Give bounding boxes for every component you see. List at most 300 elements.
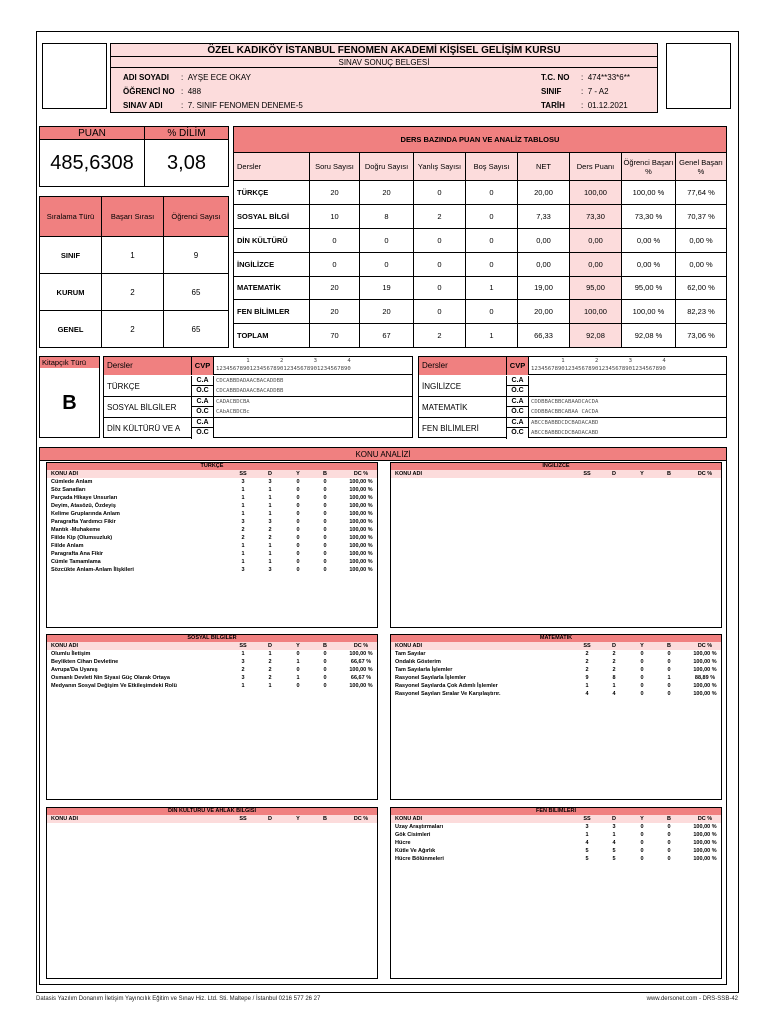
correct-answer-label: C.A (192, 376, 214, 386)
topic-name: Osmanlı Devleti Nin Siyasi Güç Olarak Ortaya (51, 675, 170, 681)
list-item (391, 674, 721, 682)
topic-value: 0 (640, 651, 644, 657)
topic-value: 0 (667, 832, 671, 838)
answer-row (104, 397, 412, 418)
topic-value: 1 (667, 675, 671, 681)
correct-answer-label: C.A (507, 397, 529, 407)
col-header: B (323, 643, 327, 649)
topic-name: Paragrafta Yardımcı Fikir (51, 519, 116, 525)
table-cell: 0 (466, 300, 518, 324)
topic-name: Fiilde Kip (Olumsuzluk) (51, 535, 113, 541)
topic-value: 0 (667, 840, 671, 846)
exam-name: 7. SINIF FENOMEN DENEME-5 (187, 101, 303, 110)
table-cell: 77,64 % (676, 181, 727, 205)
topic-name: Kütle Ve Ağırlık (395, 848, 436, 854)
topic-value: 2 (612, 667, 616, 673)
topic-value: 0 (296, 487, 300, 493)
topic-value: 1 (296, 659, 300, 665)
topic-value: 0 (667, 659, 671, 665)
topic-col-headers (47, 815, 377, 823)
answer-row (419, 397, 726, 418)
topic-name: Rasyonel Sayılarla İşlemler (395, 675, 466, 681)
topic-value: 0 (640, 848, 644, 854)
student-answers: CDCABBDADAACBACADDBB (216, 388, 284, 394)
topic-value: 100,00 % (693, 856, 717, 862)
ranking-table (39, 196, 229, 348)
topic-value: 0 (640, 667, 644, 673)
topic-value: 1 (268, 559, 272, 565)
topic-name: Medyanın Sosyal Değişim Ve Etkileşimdeki Rolü (51, 683, 177, 689)
col-header: Y (296, 643, 300, 649)
subject-name: TOPLAM (234, 324, 310, 348)
topic-value: 0 (323, 683, 327, 689)
list-item (47, 518, 377, 526)
student-answers: CDDBBACBBCABAA CACDA (531, 409, 599, 415)
topic-value: 100,00 % (693, 832, 717, 838)
cvp-label: CVP (192, 357, 214, 375)
table-cell: 2 (414, 324, 466, 348)
subject-name: TÜRKÇE (234, 181, 310, 205)
rank-count: 65 (164, 311, 229, 348)
table-row (234, 228, 727, 252)
col-header: NET (518, 152, 570, 181)
topic-value: 3 (241, 567, 245, 573)
table-cell: 67 (360, 324, 414, 348)
col-header: Y (640, 643, 644, 649)
topic-name: Rasyonel Sayılarda Çok Adımlı İşlemler (395, 683, 498, 689)
correct-answer-label: C.A (192, 397, 214, 407)
table-cell: 0 (414, 300, 466, 324)
topic-value: 0 (323, 535, 327, 541)
col-header: KONU ADI (51, 643, 78, 649)
list-item (391, 690, 721, 698)
topic-value: 2 (241, 667, 245, 673)
table-cell: 20 (360, 181, 414, 205)
rank-value: 1 (102, 237, 164, 274)
table-cell: 100,00 (570, 300, 622, 324)
table-row (40, 237, 229, 274)
table-cell: 0 (466, 181, 518, 205)
answer-row (104, 418, 412, 439)
table-cell: 0 (310, 228, 360, 252)
topic-value: 0 (296, 511, 300, 517)
topic-value: 1 (268, 683, 272, 689)
table-cell: 2 (414, 205, 466, 229)
exam-label: SINAV ADI (123, 101, 163, 110)
table-cell: 100,00 (570, 181, 622, 205)
topic-value: 0 (296, 527, 300, 533)
topic-value: 2 (268, 667, 272, 673)
topic-value: 4 (585, 691, 589, 697)
table-cell: 95,00 (570, 276, 622, 300)
topic-value: 100,00 % (349, 495, 373, 501)
topic-name: Sözcükte Anlam-Anlam İlişkileri (51, 567, 134, 573)
subject-analysis-table (233, 126, 727, 348)
topic-name: Uzay Araştırmaları (395, 824, 444, 830)
topic-col-headers (391, 642, 721, 650)
table-cell: 20 (310, 276, 360, 300)
topic-name: Paragrafta Ana Fikir (51, 551, 104, 557)
col-header: KONU ADI (395, 643, 422, 649)
subject-name: SOSYAL BİLGİLER (104, 397, 192, 418)
answer-key-left (103, 356, 413, 438)
list-item (47, 566, 377, 574)
subject-name: FEN BİLİMLERİ (419, 418, 507, 439)
exam-date: 01.12.2021 (587, 101, 628, 110)
topic-value: 2 (585, 659, 589, 665)
table-cell: 0 (466, 228, 518, 252)
topic-box-title: DİN KÜLTÜRÜ VE AHLAK BİLGİSİ (47, 808, 377, 815)
list-item (391, 823, 721, 831)
topic-value: 0 (296, 651, 300, 657)
topic-value: 1 (296, 675, 300, 681)
topic-value: 66,67 % (350, 675, 372, 681)
rank-count: 65 (164, 274, 229, 311)
topic-value: 100,00 % (693, 659, 717, 665)
col-header: B (667, 816, 671, 822)
topic-name: Deyim, Atasözü, Özdeyiş (51, 503, 116, 509)
topic-value: 100,00 % (349, 511, 373, 517)
topic-value: 100,00 % (349, 651, 373, 657)
correct-answer-label: C.A (507, 376, 529, 386)
topic-value: 100,00 % (349, 503, 373, 509)
table-cell: 0 (360, 228, 414, 252)
topic-value: 2 (241, 535, 245, 541)
topic-value: 0 (296, 567, 300, 573)
list-item (47, 542, 377, 550)
table-cell: 19,00 (518, 276, 570, 300)
topic-value: 5 (585, 856, 589, 862)
student-answer-label: Ö.C (192, 407, 214, 417)
table-cell: 62,00 % (676, 276, 727, 300)
topic-box-din (46, 807, 378, 979)
list-item (47, 534, 377, 542)
table-cell: 73,30 (570, 205, 622, 229)
col-header: D (612, 816, 616, 822)
topic-value: 1 (585, 683, 589, 689)
student-answer-label: Ö.C (507, 428, 529, 438)
topic-value: 5 (612, 848, 616, 854)
subject-name: MATEMATİK (234, 276, 310, 300)
topic-value: 100,00 % (349, 479, 373, 485)
column-tens: 1 2 3 4 (216, 358, 351, 364)
table-cell: 0,00 (518, 252, 570, 276)
table-cell: 0,00 (570, 228, 622, 252)
table-row (234, 181, 727, 205)
topic-name: Rasyonel Sayıları Sıralar Ve Karşılaştırır. (395, 691, 501, 697)
topic-value: 1 (241, 551, 245, 557)
topic-value: 0 (296, 551, 300, 557)
col-header: DC % (353, 643, 369, 649)
topic-value: 3 (241, 675, 245, 681)
table-cell: 0 (360, 252, 414, 276)
col-header: B (323, 471, 327, 477)
table-row (234, 205, 727, 229)
rank-type: GENEL (40, 311, 102, 348)
rank-value: 2 (102, 311, 164, 348)
analysis-title: DERS BAZINDA PUAN VE ANALİZ TABLOSU (234, 127, 727, 153)
topic-value: 5 (585, 848, 589, 854)
name-label: ADI SOYADI (123, 73, 169, 82)
score-table (39, 126, 229, 187)
colon: : (581, 87, 584, 96)
student-answers: ABCCBABBDCDCBADACABD (531, 430, 599, 436)
topic-value: 0 (323, 519, 327, 525)
table-cell: 0 (466, 252, 518, 276)
list-item (47, 526, 377, 534)
topic-value: 1 (241, 495, 245, 501)
topic-col-headers (47, 470, 377, 478)
topic-value: 1 (268, 487, 272, 493)
topic-value: 0 (296, 667, 300, 673)
topic-value: 0 (667, 691, 671, 697)
col-header: D (612, 471, 616, 477)
document-title: SINAV SONUÇ BELGESİ (111, 57, 657, 68)
table-cell: 19 (360, 276, 414, 300)
topic-name: Kelime Gruplarında Anlam (51, 511, 120, 517)
topic-value: 0 (296, 683, 300, 689)
topic-value: 0 (323, 487, 327, 493)
topic-value: 1 (268, 543, 272, 549)
col-header: SS (239, 643, 247, 649)
col-header: B (667, 471, 671, 477)
topic-value: 2 (585, 667, 589, 673)
list-item (47, 666, 377, 674)
class-label: SINIF (541, 87, 562, 96)
col-header: Y (296, 471, 300, 477)
col-header: DC % (697, 471, 713, 477)
col-header: DC % (697, 643, 713, 649)
topic-value: 0 (296, 495, 300, 501)
table-cell: 73,06 % (676, 324, 727, 348)
topic-value: 2 (241, 527, 245, 533)
topic-value: 1 (241, 503, 245, 509)
topic-box-title: FEN BİLİMLERİ (391, 808, 721, 815)
topic-value: 100,00 % (693, 683, 717, 689)
col-header: KONU ADI (51, 471, 78, 477)
topic-value: 0 (667, 856, 671, 862)
col-header: Y (640, 471, 644, 477)
topic-name: Avrupa'Da Uyanış (51, 667, 98, 673)
subject-name: SOSYAL BİLGİ (234, 205, 310, 229)
topic-value: 4 (612, 840, 616, 846)
table-cell: 0,00 % (676, 252, 727, 276)
list-item (47, 650, 377, 658)
topic-name: Cümlede Anlam (51, 479, 93, 485)
col-header: KONU ADI (395, 816, 422, 822)
topic-value: 4 (585, 840, 589, 846)
list-item (391, 682, 721, 690)
col-header: KONU ADI (395, 471, 422, 477)
answer-key-header (104, 357, 412, 375)
topic-value: 0 (640, 691, 644, 697)
list-item (47, 550, 377, 558)
topic-value: 0 (296, 535, 300, 541)
rank-value: 2 (102, 274, 164, 311)
list-item (391, 666, 721, 674)
topic-value: 2 (268, 659, 272, 665)
topic-value: 3 (268, 519, 272, 525)
list-item (391, 658, 721, 666)
topic-box-title: MATEMATİK (391, 635, 721, 642)
topic-value: 3 (585, 824, 589, 830)
table-cell: 0 (466, 205, 518, 229)
col-header: Yanlış Sayısı (414, 152, 466, 181)
list-item (391, 650, 721, 658)
date-label: TARİH (541, 101, 565, 110)
list-item (391, 847, 721, 855)
list-item (47, 494, 377, 502)
topic-value: 100,00 % (693, 840, 717, 846)
table-cell: 20 (310, 300, 360, 324)
col-header: DC % (353, 816, 369, 822)
topic-value: 3 (241, 479, 245, 485)
topic-value: 4 (612, 691, 616, 697)
list-item (47, 478, 377, 486)
col-header: Genel Başarı % (676, 152, 727, 181)
col-header: Doğru Sayısı (360, 152, 414, 181)
puan-value: 485,6308 (40, 140, 145, 187)
class-value: 7 - A2 (587, 87, 609, 96)
topic-value: 0 (296, 503, 300, 509)
topic-value: 1 (241, 559, 245, 565)
correct-answers: CDCABBDADAACBACADDBB (216, 378, 284, 384)
table-cell: 0,00 (570, 252, 622, 276)
col-header: D (268, 643, 272, 649)
topic-value: 100,00 % (693, 848, 717, 854)
dilim-label: % DİLİM (145, 127, 229, 140)
answer-key-header (419, 357, 726, 375)
topic-name: Hücre (395, 840, 411, 846)
list-item (391, 831, 721, 839)
list-item (391, 855, 721, 863)
topic-value: 100,00 % (349, 487, 373, 493)
col-header: SS (583, 471, 591, 477)
topic-value: 1 (241, 651, 245, 657)
topic-value: 2 (612, 651, 616, 657)
topic-value: 100,00 % (693, 824, 717, 830)
topic-name: Parçada Hikaye Unsurları (51, 495, 118, 501)
student-no: 488 (187, 87, 202, 96)
topic-value: 2 (268, 675, 272, 681)
table-cell: 0,00 (518, 228, 570, 252)
subject-name: İNGİLİZCE (419, 376, 507, 397)
topic-value: 2 (268, 527, 272, 533)
topic-name: Cümle Tamamlama (51, 559, 101, 565)
table-cell: 92,08 % (622, 324, 676, 348)
topic-value: 0 (667, 651, 671, 657)
dilim-value: 3,08 (145, 140, 229, 187)
topic-value: 100,00 % (349, 551, 373, 557)
topic-value: 1 (612, 683, 616, 689)
table-row (234, 324, 727, 348)
topic-box-sosyal (46, 634, 378, 800)
answer-row (419, 418, 726, 439)
student-name: AYŞE ECE OKAY (187, 73, 251, 82)
colon: : (181, 73, 184, 82)
col-header: Soru Sayısı (310, 152, 360, 181)
topic-value: 1 (241, 511, 245, 517)
table-cell: 20,00 (518, 300, 570, 324)
list-item (47, 502, 377, 510)
answer-row (419, 376, 726, 397)
student-answers: CAbACBDCBc (216, 409, 250, 415)
topic-value: 0 (323, 495, 327, 501)
topic-value: 100,00 % (349, 519, 373, 525)
student-answer-label: Ö.C (507, 386, 529, 396)
topic-name: Mantık -Muhakeme (51, 527, 101, 533)
table-cell: 73,30 % (622, 205, 676, 229)
topic-value: 0 (323, 659, 327, 665)
colon: : (181, 101, 184, 110)
rank-type: SINIF (40, 237, 102, 274)
topic-name: Ondalık Gösterim (395, 659, 441, 665)
col-header: Öğrenci Başarı % (622, 152, 676, 181)
topic-value: 0 (323, 551, 327, 557)
list-item (47, 682, 377, 690)
topic-value: 1 (585, 832, 589, 838)
student-answer-label: Ö.C (192, 386, 214, 396)
student-no-label: ÖĞRENCİ NO (123, 87, 175, 96)
column-ones: 1234567890123456789012345678901234567890 (216, 366, 351, 372)
topic-value: 1 (268, 551, 272, 557)
table-cell: 70 (310, 324, 360, 348)
list-item (47, 674, 377, 682)
topic-value: 0 (640, 840, 644, 846)
table-cell: 100,00 % (622, 300, 676, 324)
topic-value: 0 (323, 651, 327, 657)
subject-name: MATEMATİK (419, 397, 507, 418)
rank-header-count: Öğrenci Sayısı (164, 197, 229, 237)
col-header: D (268, 816, 272, 822)
topic-value: 100,00 % (349, 527, 373, 533)
topic-value: 5 (612, 856, 616, 862)
table-cell: 0 (414, 228, 466, 252)
table-cell: 100,00 % (622, 181, 676, 205)
correct-answers: CADACBDCBA (216, 399, 250, 405)
table-row (40, 311, 229, 348)
topic-box-ingilizce (390, 462, 722, 628)
tc-number: 474**33*6** (587, 73, 630, 82)
topic-name: Beylikten Cihan Devletine (51, 659, 119, 665)
col-header: B (323, 816, 327, 822)
subject-name: DİN KÜLTÜRÜ (234, 228, 310, 252)
colon: : (181, 87, 184, 96)
topic-value: 100,00 % (693, 691, 717, 697)
topic-name: Hücre Bölünmeleri (395, 856, 444, 862)
subject-name: TÜRKÇE (104, 376, 192, 397)
topic-value: 0 (323, 559, 327, 565)
topic-value: 0 (323, 479, 327, 485)
topic-value: 100,00 % (349, 535, 373, 541)
topic-value: 100,00 % (693, 651, 717, 657)
table-cell: 92,08 (570, 324, 622, 348)
table-cell: 82,23 % (676, 300, 727, 324)
list-item (47, 486, 377, 494)
topic-value: 0 (296, 559, 300, 565)
topic-value: 3 (241, 659, 245, 665)
topic-value: 0 (323, 511, 327, 517)
list-item (47, 510, 377, 518)
rank-header-type: Sıralama Türü (40, 197, 102, 237)
topic-value: 0 (640, 683, 644, 689)
topic-value: 100,00 % (693, 667, 717, 673)
column-tens: 1 2 3 4 (531, 358, 666, 364)
topic-box-title: İNGİLİZCE (391, 463, 721, 470)
topic-value: 88,89 % (694, 675, 716, 681)
col-header: KONU ADI (51, 816, 78, 822)
topic-value: 100,00 % (349, 543, 373, 549)
